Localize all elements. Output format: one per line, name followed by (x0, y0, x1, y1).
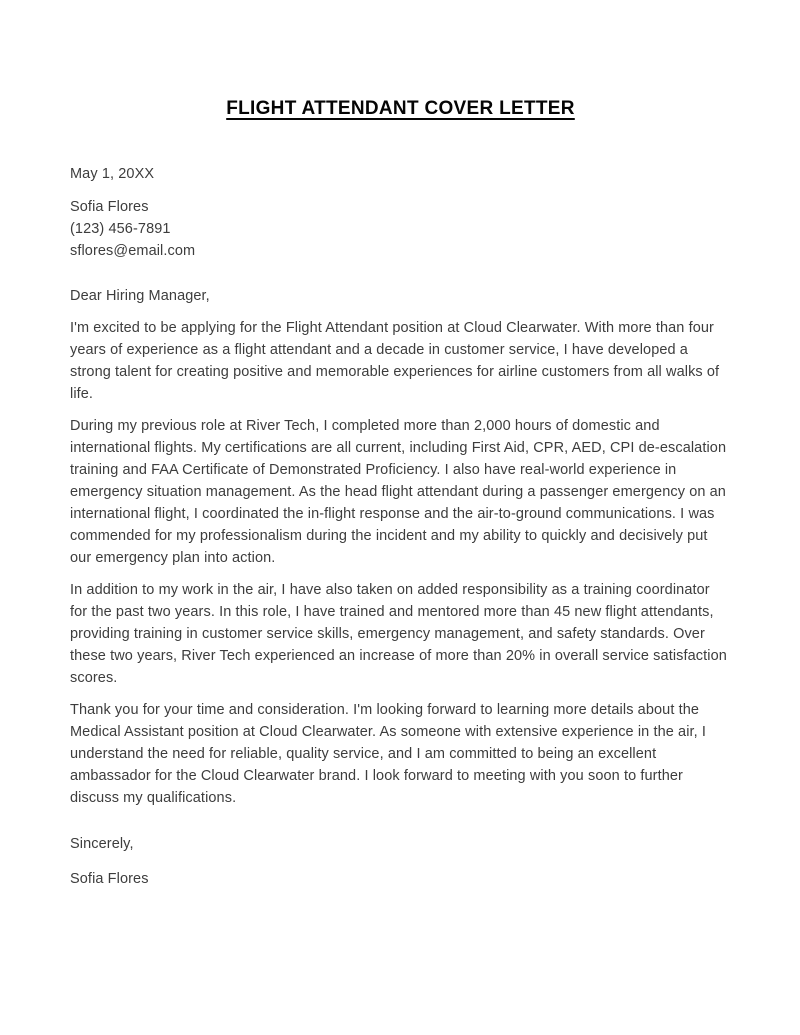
sender-name: Sofia Flores (70, 199, 149, 215)
signature-name: Sofia Flores (70, 871, 149, 887)
letter-date: May 1, 20XX (70, 166, 155, 182)
body-paragraph-4: Thank you for your time and consideration. I'm looking forward to learning more details about the Medical Assistant position at Cloud Clearwater. As someone with extensive experience in the air, I understand the need for reliable, quality service, and I am committed to being an excellent ambassador for the Cloud Clearwater brand. I look forward to meeting with you soon to further discuss my qualifications. (70, 702, 707, 806)
salutation: Dear Hiring Manager, (70, 288, 210, 304)
sender-phone: (123) 456-7891 (70, 221, 171, 237)
closing: Sincerely, (70, 836, 134, 852)
letter-title: FLIGHT ATTENDANT COVER LETTER (226, 98, 575, 119)
sender-email: sflores@email.com (70, 243, 196, 259)
body-paragraph-3: In addition to my work in the air, I have also taken on added responsibility as a training coordinator for the past two years. In this role, I have trained and mentored more than 45 new flight attendants, providing training in customer service skills, emergency management, and safety standards. Over these two years, River Tech experienced an increase of more than 20% in overall service satisfaction scores. (70, 582, 727, 686)
sender-contact-block (70, 196, 731, 262)
body-paragraph-1: I'm excited to be applying for the Flight Attendant position at Cloud Clearwater. With more than four years of experience as a flight attendant and a decade in customer service, I have developed a strong talent for creating positive and memorable experiences for airline customers from all walks of life. (70, 320, 720, 402)
body-paragraph-2: During my previous role at River Tech, I completed more than 2,000 hours of domestic and international flights. My certifications are all current, including First Aid, CPR, AED, CPI de-escalation training and FAA Certificate of Demonstrated Proficiency. I also have real-world experience in emergency situation management. As the head flight attendant during a passenger emergency on an international flight, I coordinated the in-flight response and the air-to-ground communications. I was commended for my professionalism during the incident and my ability to quickly and decisively put our emergency plan into action. (70, 418, 727, 566)
